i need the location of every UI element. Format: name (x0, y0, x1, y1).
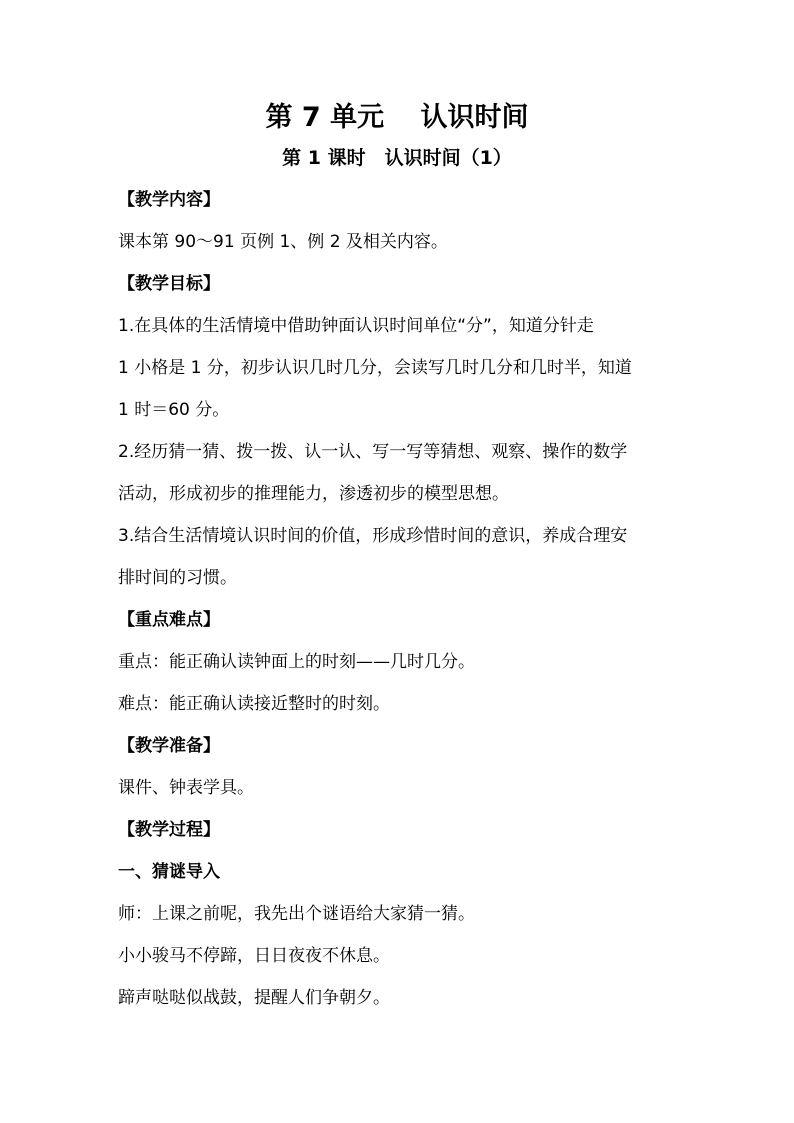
goal-1-line-2: 1 小格是 1 分，初步认识几时几分，会读写几时几分和几时半，知道 (118, 358, 632, 378)
difficult-point-text: 难点：能正确认读接近整时的时刻。 (118, 694, 390, 714)
goal-2-line-2: 活动，形成初步的推理能力，渗透初步的模型思想。 (118, 484, 509, 504)
riddle-line-2: 蹄声哒哒似战鼓，提醒人们争朝夕。 (118, 988, 390, 1008)
section-heading-preparation: 【教学准备】 (118, 736, 220, 756)
goal-2-line-1: 2.经历猜一猜、拨一拨、认一认、写一写等猜想、观察、操作的数学 (118, 442, 628, 462)
section-heading-goals: 【教学目标】 (118, 274, 220, 294)
teacher-line: 师：上课之前呢，我先出个谜语给大家猜一猜。 (118, 904, 475, 924)
lesson-subtitle: 第 1 课时 认识时间（1） (282, 147, 512, 169)
page-title: 第 7 单元 认识时间 (265, 102, 529, 133)
goal-3-line-1: 3.结合生活情境认识时间的价值，形成珍惜时间的意识，养成合理安 (118, 526, 628, 546)
key-point-text: 重点：能正确认读钟面上的时刻——几时几分。 (118, 652, 475, 672)
riddle-line-1: 小小骏马不停蹄，日日夜夜不休息。 (118, 946, 390, 966)
section-heading-keypoints: 【重点难点】 (118, 610, 220, 630)
goal-3-line-2: 排时间的习惯。 (118, 568, 237, 588)
goal-1-line-3: 1 时＝60 分。 (118, 400, 230, 420)
step-1-heading: 一、猜谜导入 (118, 862, 220, 882)
content-text: 课本第 90～91 页例 1、例 2 及相关内容。 (118, 232, 448, 252)
preparation-text: 课件、钟表学具。 (118, 778, 254, 798)
section-heading-content: 【教学内容】 (118, 190, 220, 210)
section-heading-process: 【教学过程】 (118, 820, 220, 840)
goal-1-line-1: 1.在具体的生活情境中借助钟面认识时间单位“分”，知道分针走 (118, 316, 594, 336)
